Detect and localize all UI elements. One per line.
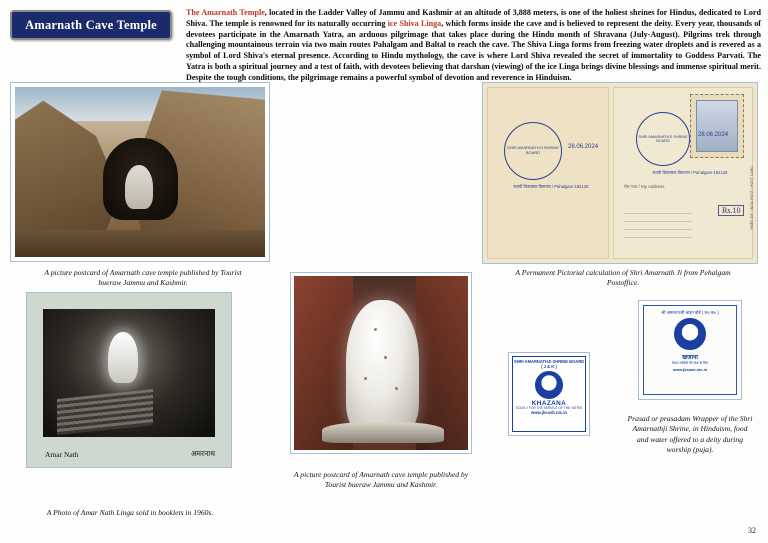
intro-text-1: , located in the Ladder Valley of Jammu and Kashmir at an altitude of 3,888 meters, is one of the holiest shrines for Hindus, dedicated to Lord Shiva. The temple is renowned for its naturally occurring <box>186 8 761 28</box>
caption-postal-cancellation: A Permanent Pictorial calculation of Shri Amarnath Ji from Pehalgam Postoffice. <box>515 268 731 288</box>
card-handwritten-note: Rs.10 <box>718 205 744 216</box>
postal-card-right <box>613 87 753 259</box>
intro-highlight-2: ice Shiva Linga <box>387 18 442 28</box>
postal-card-left <box>487 87 609 259</box>
seal-body <box>512 356 586 432</box>
postmark-date-right: 28.06.2024 <box>698 132 729 138</box>
wrapper-top-text: श्री अमरनाथजी श्राइन बोर्ड ( ज० क० ) <box>661 310 719 315</box>
figure-prasadam-wrapper <box>638 300 742 400</box>
speckle <box>364 377 367 380</box>
intro-text-2: , which forms inside the cave and is believed to represent the deity. Every year, thousands of devotees participate in the Amarnath Yatra, an arduous pilgrimage that takes place during the Hindu month of Shravana (July-August). Pilgrims trek through challenging mountainous terrain via two main routes Pahalgam and Baltal to reach the cave. The Shiva Linga forms from freezing water droplets and is revered as a symbol of Lord Shiva's eternal presence. According to Hindu mythology, the cave is where Lord Shiva revealed the secret of immortality to Goddess Parvati. The Yatra is both a spiritual journey and a test of faith, with devotees believing that darshan (viewing) of the ice Linga brings divine blessings and immense spiritual merit. Despite the tough conditions, the pilgrimage remains a powerful symbol of devotion and reverence in Hinduism. <box>186 18 761 82</box>
caption-postcard-top: A picture postcard of Amarnath cave temple published by Tourist bueraw Jammu and Kashmir. <box>44 268 242 288</box>
page-title: Amarnath Cave Temple <box>25 17 157 32</box>
card-vertical-imprint: भारतीय डाक / INDIA POST • POST CARD <box>750 166 754 230</box>
postmark-subtext-left: स्थायी चित्रात्मक विरूपण / Pahalgam-192126 <box>513 184 589 189</box>
caption-postcard-center: A picture postcard of Amarnath cave temple published by Tourist bueraw Jammu and Kashmir. <box>293 470 469 490</box>
shrine-emblem-icon <box>535 371 563 399</box>
postcard-foreground <box>15 230 265 257</box>
postmark-subtext-right: स्थायी चित्रात्मक विरूपण / Pahalgam-192126 <box>652 170 728 175</box>
postcard-ice-linga <box>125 165 153 209</box>
page-title-badge <box>10 10 172 40</box>
figure-amarnath-photo <box>26 292 232 468</box>
wrapper-body <box>643 305 737 395</box>
postmark-text-right: SHRI AMARNATHJI SHRINE BOARD <box>638 134 688 143</box>
page-number: 32 <box>748 526 756 535</box>
photo-label-english: Amar Nath <box>45 450 79 459</box>
postmark-ring-right <box>636 112 690 166</box>
postage-stamp <box>696 100 738 152</box>
intro-highlight: The Amarnath Temple <box>186 8 265 17</box>
postcard-top-image <box>15 87 265 257</box>
figure-postcard-top <box>10 82 270 262</box>
wrapper-note: केवल यात्रियों की सेवा के लिए <box>671 361 709 366</box>
photo-label-hindi: अमरनाथ <box>190 449 215 458</box>
seal-word: KHAZANA <box>531 399 567 407</box>
caption-amarnath-photo: A Photo of Amar Nath Linga sold in booklets in 1960s. <box>46 508 214 517</box>
card-address-label: मेरा पता / My Address <box>624 184 665 189</box>
postcard-center-image <box>294 276 468 450</box>
caption-prasadam-wrapper: Prasad or prasadam Wrapper of the Shri Amarnathji Shrine, in Hinduism, food and water offered to a deity during worship (puja). <box>627 414 753 454</box>
figure-postal-cancellation <box>482 82 758 264</box>
amarnath-photo-image <box>43 309 215 437</box>
figure-shrine-seal <box>508 352 590 436</box>
wrapper-url: www.jksasb.nic.in <box>672 367 708 373</box>
postmark-ring-left <box>504 122 562 180</box>
stamp-box <box>690 94 744 158</box>
wrapper-word: खजाना <box>682 355 698 362</box>
figure-postcard-center <box>290 272 472 454</box>
postmark-text-left: SHRI AMARNATHJI SHRINE BOARD <box>507 145 559 155</box>
shrine-emblem-icon <box>674 318 706 350</box>
center-ice-linga <box>346 300 419 432</box>
photo-ice-linga <box>108 332 137 383</box>
center-linga-base <box>322 422 444 443</box>
postmark-date-left: 28.06.2024 <box>568 144 599 150</box>
seal-url: www.jksasb.nic.in <box>531 410 567 416</box>
seal-note: SOLELY FOR THE SERVICE OF THE YATRIS <box>515 405 583 410</box>
seal-top-text: SHRI AMARNATHJI SHRINE BOARD ( J & K ) <box>513 359 585 369</box>
intro-paragraph <box>186 8 761 83</box>
card-address-lines <box>624 206 692 240</box>
